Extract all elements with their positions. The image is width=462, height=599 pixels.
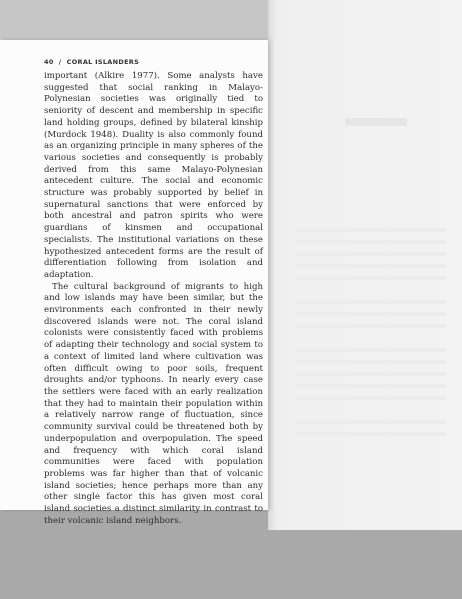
show-through-line [296,276,446,280]
paragraph: The cultural background of migrants to high and low islands may have been similar, but the environments each confronted in their newly discovered islands were not. The coral island colonists were consistently faced with problems of adapting their technology and social system to a context of limited land where cultivation was often difficult owing to poor soils, frequent droughts and/or typhoons. In nearly every case the settlers were faced with an early realization that they had to maintain their population within a relatively narrow range of fluctuation, since community survival could be threatened both by underpopulation and overpopulation. The speed and frequency with which coral island communities were faced with population problems was far higher than that of volcanic island societies; hence perhaps more than any other single factor this has given most coral island societies a distinct similarity in contrast to their volcanic island neighbors. [44,281,263,526]
running-header [44,58,244,68]
show-through-line [296,432,446,436]
page-number: 40 [44,58,54,66]
facing-page-ghost-heading [345,118,407,126]
show-through-line [296,240,446,244]
show-through-line [296,348,446,352]
show-through-line [296,264,446,268]
paragraph: important (Alkire 1977). Some analysts have suggested that social ranking in Malayo-Polynesian societies was originally tied to seniority of descent and membership in specific land holding groups, defined by bilateral kinship (Murdock 1948). Duality is also commonly found as an organizing principle in many spheres of the various societies and consequently is probably derived from this same Malayo-Polynesian antecedent culture. The social and economic structure was probably supported by belief in supernatural sanctions that were enforced by both ancestral and patron spirits who were guardians of kinsmen and occupational specialists. The institutional variations on these hypothesized antecedent forms are the result of differentiation following from isolation and adaptation. [44,71,263,280]
show-through-line [296,252,446,256]
show-through-line [296,360,446,364]
show-through-line [296,300,446,304]
running-title: CORAL ISLANDERS [66,58,140,66]
show-through-line [296,312,446,316]
show-through-line [296,396,446,400]
show-through-line [296,324,446,328]
header-separator: / [58,58,62,66]
body-text [44,71,263,527]
show-through-line [296,384,446,388]
show-through-line [296,372,446,376]
show-through-line [296,228,446,232]
show-through-line [296,420,446,424]
